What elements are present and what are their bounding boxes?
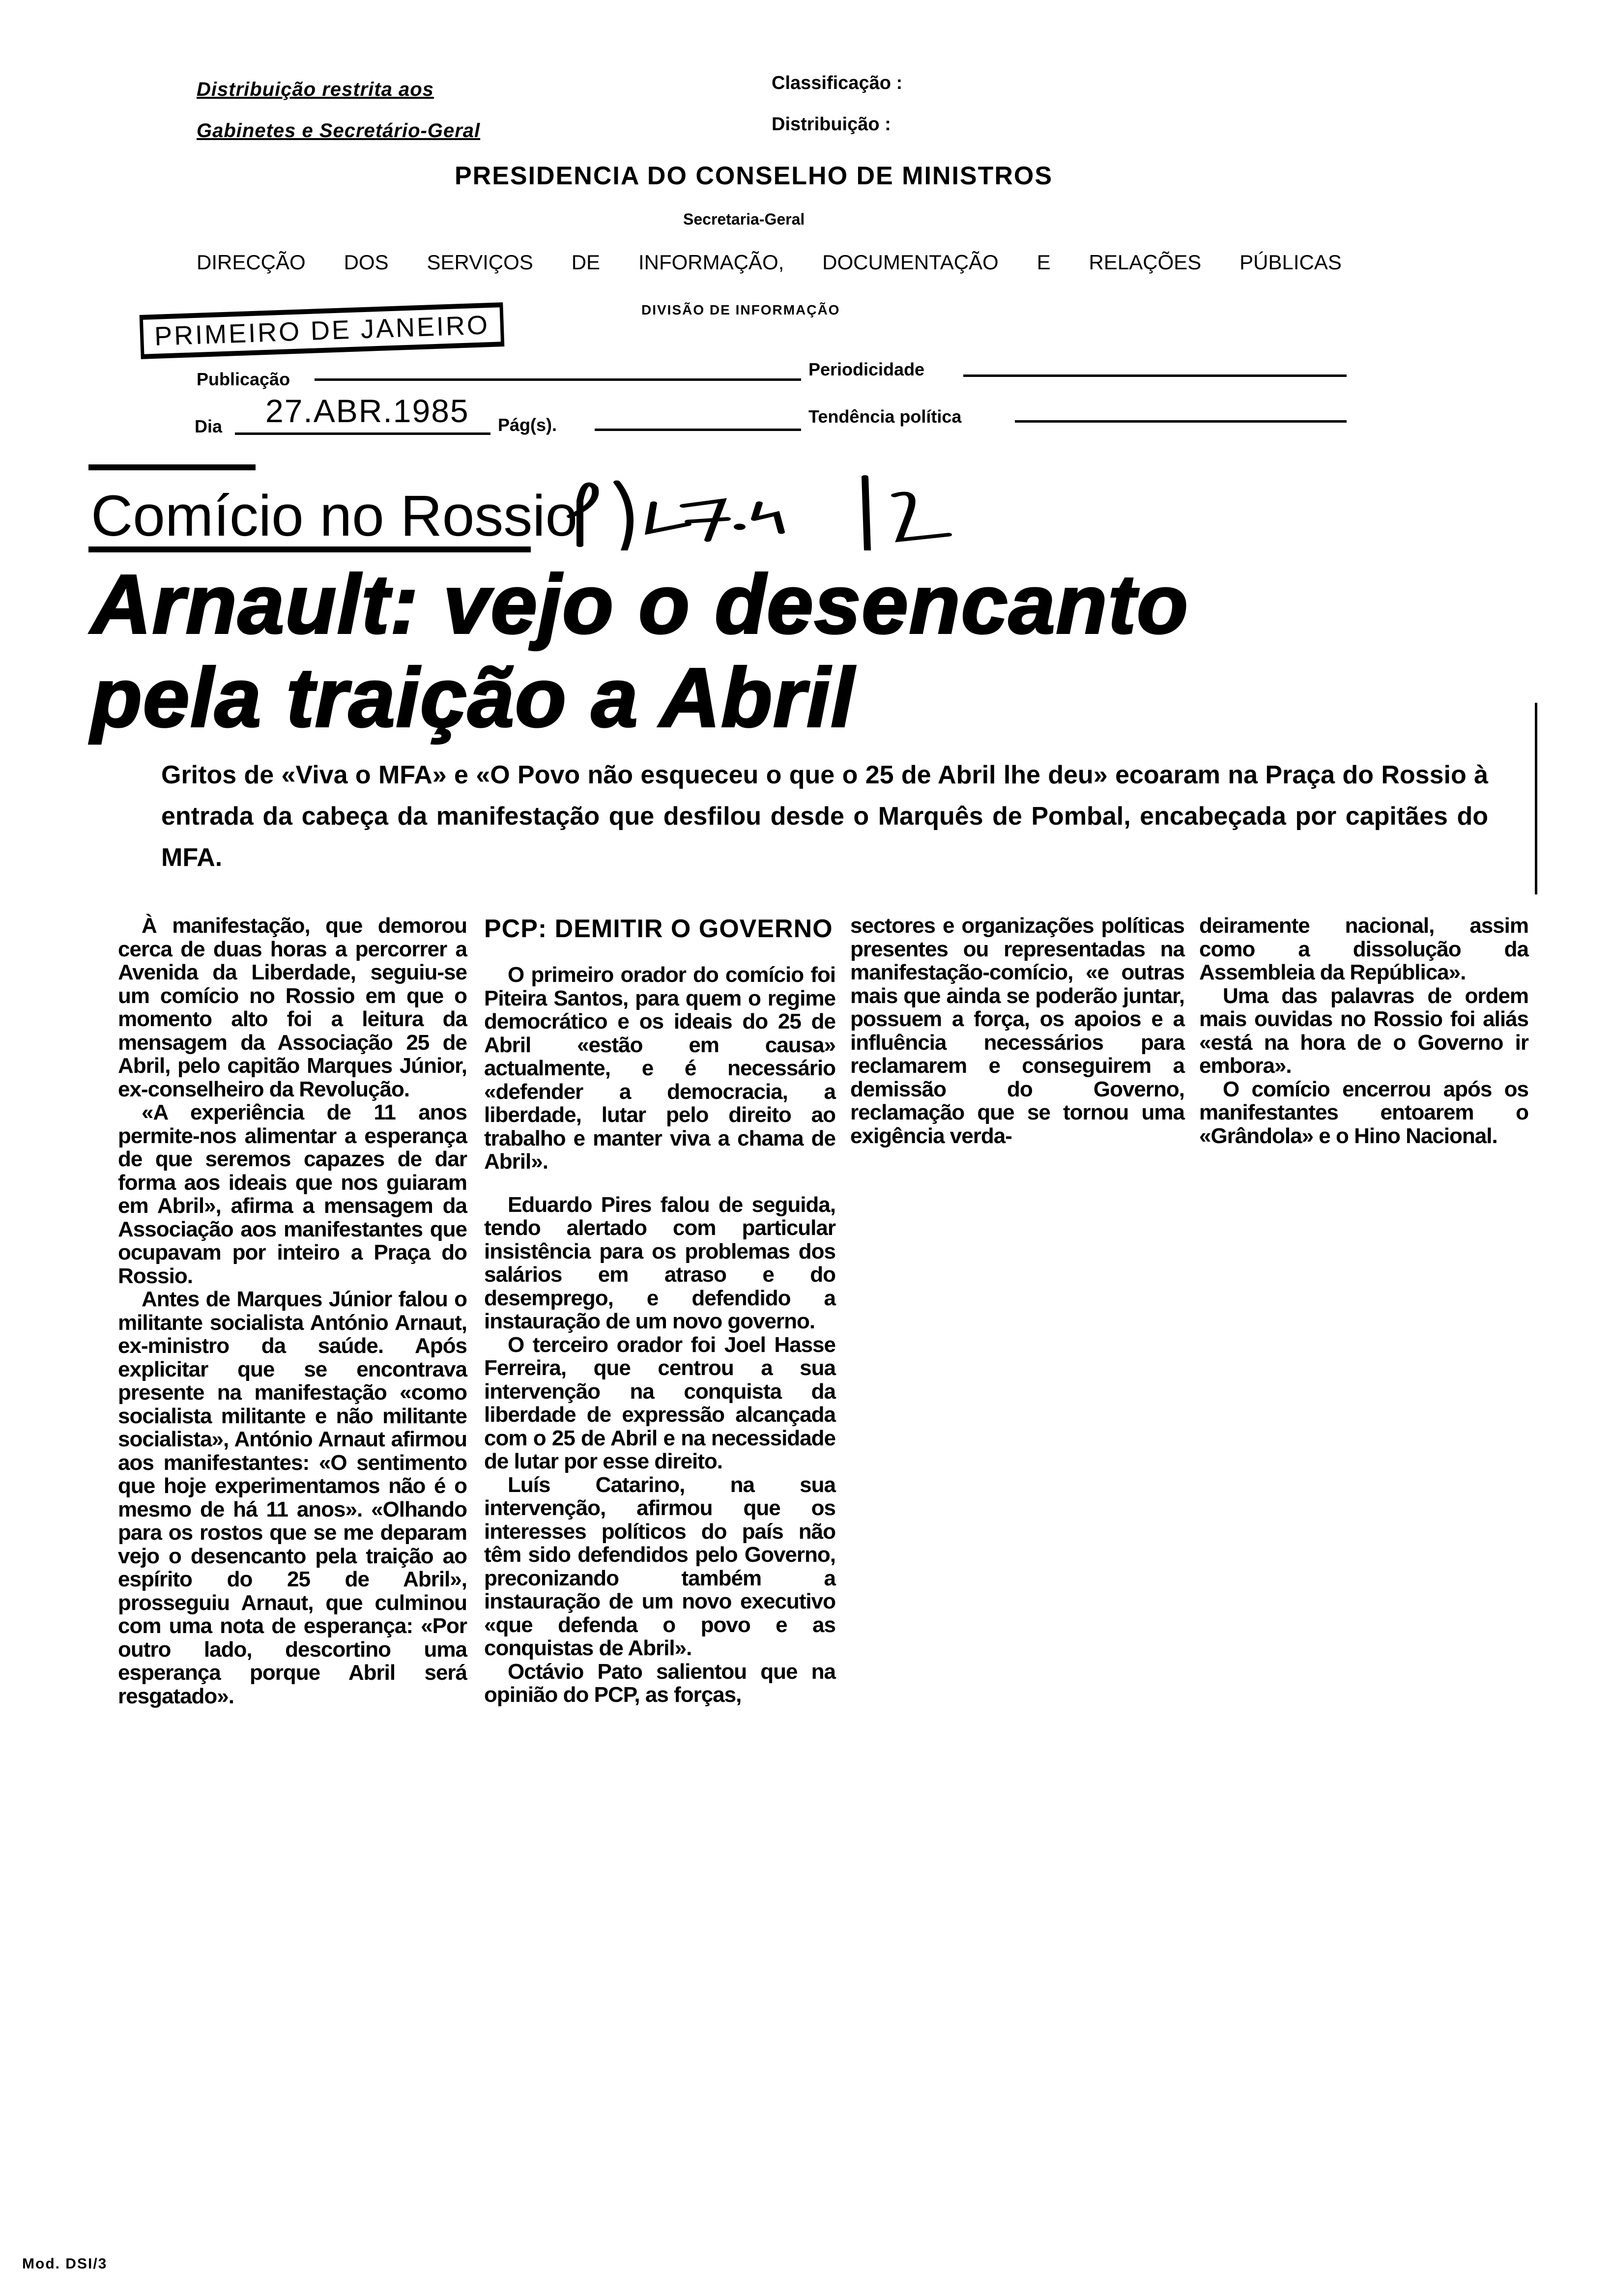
article-kicker: Comício no Rossio bbox=[91, 484, 578, 548]
publicacao-line bbox=[315, 378, 801, 381]
direccao-word: RELAÇÕES bbox=[1089, 251, 1202, 274]
direccao-servicos bbox=[197, 251, 1342, 274]
direccao-word: SERVIÇOS bbox=[427, 251, 533, 274]
paragraph: Octávio Pato salientou que na opinião do PCP, as forças, bbox=[484, 1659, 835, 1707]
direccao-word: DE bbox=[571, 251, 601, 274]
article-column-1 bbox=[118, 914, 467, 1708]
publication-stamp: PRIMEIRO DE JANEIRO bbox=[140, 302, 505, 359]
tendencia-line bbox=[1015, 420, 1347, 423]
direccao-word: DIRECÇÃO bbox=[197, 251, 306, 274]
article-lead: Gritos de «Viva o MFA» e «O Povo não esqueceu o que o 25 de Abril lhe deu» ecoaram na Praça do Rossio à entrada da cabeça da manifestação que desfilou desde o Marquês de Pombal, encabeçada por capitães do MFA. bbox=[161, 761, 1488, 872]
paragraph: «A experiência de 11 anos permite-nos alimentar a esperança de que seremos capazes de dar forma aos ideais que nos guiaram em Abril», afirma a mensagem da Associação aos manifestantes que ocupavam por inteiro a Praça do Rossio. bbox=[118, 1100, 467, 1288]
periodicidade-line bbox=[963, 374, 1347, 377]
secretaria-geral: Secretaria-Geral bbox=[683, 210, 805, 228]
direccao-word: E bbox=[1036, 251, 1051, 274]
pags-line bbox=[595, 429, 801, 431]
paragraph: O terceiro orador foi Joel Hasse Ferreira, que centrou a sua intervenção na conquista da liberdade de expressão alcançada com o 25 de Abril e na necessidade de lutar por esse direito. bbox=[484, 1332, 835, 1473]
distribuicao-label: Distribuição : bbox=[772, 114, 891, 135]
clipping-right-rule bbox=[1535, 703, 1537, 894]
ministry-title: PRESIDENCIA DO CONSELHO DE MINISTROS bbox=[455, 162, 1053, 190]
paragraph: O primeiro orador do comício foi Piteira Santos, para quem o regime democrático e os ideais do 25 de Abril «estão em causa» actualmente, e é necessário «defender a democracia, a liberdade, lutar pelo direito ao trabalho e manter viva a chama de Abril». bbox=[484, 963, 835, 1174]
direccao-word: DOS bbox=[344, 251, 389, 274]
headline-line-1: Arnault: vejo o desencanto bbox=[91, 558, 1189, 651]
clipping-top-rule bbox=[88, 464, 256, 470]
paragraph: sectores e organizações políticas presentes ou representadas na manifestação-comício, «e outras mais que ainda se poderão juntar, possuem a força, os apoios e a influência necessários para reclamarem e conseguirem a demissão do Governo, reclamação que se tornou uma exigência verda- bbox=[850, 914, 1184, 1148]
dia-line bbox=[235, 432, 490, 435]
pags-label: Pág(s). bbox=[498, 415, 557, 435]
classificacao-label: Classificação : bbox=[772, 73, 903, 93]
form-code: Mod. DSI/3 bbox=[22, 2256, 108, 2272]
headline-line-2: pela traição a Abril bbox=[91, 651, 855, 745]
handwritten-note-icon bbox=[565, 472, 958, 550]
article-column-4 bbox=[1199, 914, 1528, 1148]
article-column-2 bbox=[484, 914, 835, 1707]
paragraph: O comício encerrou após os manifestantes entoarem o «Grândola» e o Hino Nacional. bbox=[1199, 1077, 1528, 1148]
dia-value: 27.ABR.1985 bbox=[265, 393, 469, 429]
paragraph: Antes de Marques Júnior falou o militante socialista António Arnaut, ex-ministro da saúde. Após explicitar que se encontrava presente na manifestação «como socialista militante e não militante socialista», António Arnaut afirmou aos manifestantes: «O sentimento que hoje experimentamos não é o mesmo de há 11 anos». «Olhando para os rostos que se me deparam vejo o desencanto pela traição ao espírito do 25 de Abril», prosseguiu Arnaut, que culminou com uma nota de esperança: «Por outro lado, descortino uma esperança porque Abril será resgatado». bbox=[118, 1287, 467, 1708]
kicker-underline bbox=[88, 546, 531, 552]
restriction-line-2: Gabinetes e Secretário-Geral bbox=[197, 120, 481, 142]
periodicidade-label: Periodicidade bbox=[808, 359, 925, 379]
divisao-informacao: DIVISÃO DE INFORMAÇÃO bbox=[641, 302, 840, 317]
direccao-word: INFORMAÇÃO, bbox=[638, 251, 784, 274]
direccao-word: DOCUMENTAÇÃO bbox=[822, 251, 999, 274]
paragraph: Luís Catarino, na sua intervenção, afirmou que os interesses políticos do país não têm sido defendidos pelo Governo, preconizando também a instauração de um novo executivo «que defenda o povo e as conquistas de Abril». bbox=[484, 1472, 835, 1660]
direccao-word: PÚBLICAS bbox=[1239, 251, 1342, 274]
paragraph: deiramente nacional, assim como a dissolução da Assembleia da República». bbox=[1199, 914, 1528, 984]
paragraph: À manifestação, que demorou cerca de duas horas a percorrer a Avenida da Liberdade, seguiu-se um comício no Rossio em que o momento alto foi a leitura da mensagem da Associação 25 de Abril, pelo capitão Marques Júnior, ex-conselheiro da Revolução. bbox=[118, 914, 467, 1101]
column-subheading: PCP: DEMITIR O GOVERNO bbox=[484, 915, 833, 943]
paragraph: Uma das palavras de ordem mais ouvidas no Rossio foi aliás «está na hora de o Governo ir embora». bbox=[1199, 983, 1528, 1078]
restriction-line-1: Distribuição restrita aos bbox=[197, 79, 434, 100]
paragraph: Eduardo Pires falou de seguida, tendo alertado com particular insistência para os problemas dos salários em atraso e do desemprego, e defendido a instauração de um novo governo. bbox=[484, 1192, 835, 1333]
article-column-3 bbox=[850, 914, 1184, 1148]
dia-label: Dia bbox=[195, 416, 223, 436]
publicacao-label: Publicação bbox=[197, 369, 290, 389]
tendencia-label: Tendência política bbox=[808, 406, 962, 427]
article-headline bbox=[91, 558, 1516, 745]
